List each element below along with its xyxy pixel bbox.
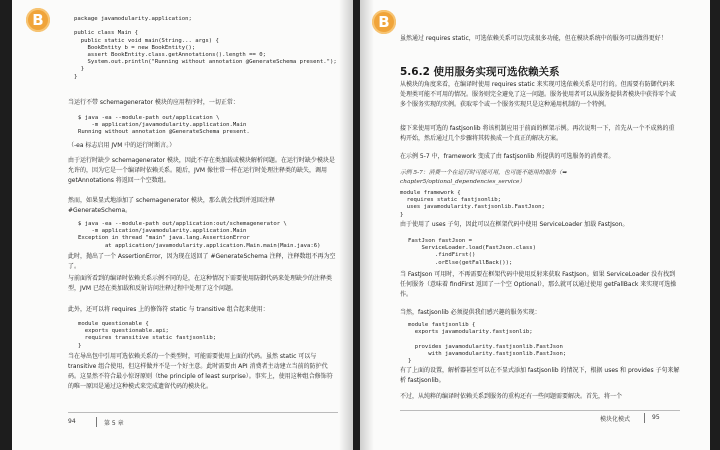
paragraph: 当然，fastjsonlib 必须提供我们感兴趣的服务实现：: [400, 309, 541, 316]
page-gutter-shadow: [339, 0, 353, 450]
code-block: module questionable { exports questionable.api; requires transitive static fastjsonlib; }: [78, 321, 217, 349]
code-block: $ java -ea --module-path out/application:out/schemagenerator \ -m application/javamodularity.application.Main Exception in thread "main" java.lang.AssertionError at application/javamodularity.application.Main.main(Main.java:6): [78, 221, 321, 249]
paragraph: 此时，抛出了一个 AssertionError，因为现在返回了 #GenerateSchema 注释，注释数组不再为空了。: [68, 253, 336, 270]
chapter-label: 模块化模式: [600, 416, 631, 423]
footer-separator: [644, 413, 645, 423]
paragraph: 虽然通过 requires static，可选依赖关系可以完成很多功能，但在模块系统中的服务可以做得更好！: [400, 35, 667, 42]
paragraph: （-ea 标志启用 JVM 中的运行时断言。）: [68, 142, 176, 149]
code-block: FastJson fastJson = ServiceLoader.load(FastJson.class) .findFirst() .orElse(getFallBack());: [408, 238, 536, 266]
bitcoin-logo-icon: B: [26, 8, 50, 32]
page-gutter-shadow: [360, 0, 374, 450]
code-block: module framework { requires static fastjsonlib; uses javamodularity.fastjsonlib.FastJson; }: [400, 190, 545, 218]
paragraph: 有了上面的设置，解析器甚至可以在不显式添加 fastjsonlib 的情况下，根据 uses 和 provides 子句来解析 fastjsonlib。: [400, 367, 680, 384]
paragraph: 当运行不带 schemagenerator 模块的应用程序时，一切正常：: [68, 99, 239, 106]
footer-separator: [96, 417, 97, 427]
paragraph: 由于使用了 uses 子句，因此可以在框架代码中使用 ServiceLoader 加载 FastJson。: [400, 221, 629, 228]
paragraph: 当 FastJson 可用时，不再需要在框架代码中使用反射来获取 FastJson。如果 ServiceLoader 没有找到任何服务（意味着 findFirst 返回了一个空 Optional），那么就可以通过使用 getFallBack 来实现可选操作。: [400, 271, 677, 298]
code-block: package javamodularity.application; public class Main { public static void main(String... args) { BookEntity b = new BookEntity(); assert BookEntity.class.getAnnotations().length == 0; System.out.println("Running without annotation @GenerateSchema present."); } }: [74, 16, 337, 80]
paragraph: 接下来使用可选的 fastjsonlib 将该机制应用于前面的框架示例。再次说明一下，首先从一个不成熟的重构开始，然后通过几个步骤将其转换成一个真正的解决方案。: [400, 125, 675, 142]
paragraph: 然而，如果显式地添加了 schemagenerator 模块，那么就会找到并返回注释 #GenerateSchema。: [68, 197, 275, 214]
chapter-label: 第 5 章: [104, 420, 124, 427]
page-number: 94: [68, 418, 76, 425]
code-block: module fastjsonlib { exports javamodularity.fastjsonlib; provides javamodularity.fastjsonlib.FastJson with javamodularity.fastjsonlib.FastJson; }: [408, 322, 567, 365]
paragraph: 在示例 5-7 中，framework 变成了由 fastjsonlib 所提供的可选服务的消费者。: [400, 153, 615, 160]
paragraph: 从模块的角度来看，在编译时使用 requires static 来实现可选依赖关系是可行的。但需要有防御代码来处理类可能不可用的情况。服务则完全避免了这一问题。服务使用者可以从服务提供者模块中获得零个或多个服务实现的实例。获取零个或一个服务实现只是这种通用机制的一个特例。: [400, 81, 677, 108]
code-block: $ java -ea --module-path out/application \ -m application/javamodularity.application.Main Running without annotation @GenerateSchema present.: [78, 115, 250, 136]
page-number: 95: [652, 414, 660, 421]
example-caption: 示例 5-7：消费一个在运行时可能可用，也可能不能用的服务（➥ chapter5/optional_dependencies_service）: [400, 170, 567, 185]
paragraph: 此外，还可以将 requires 上的修饰符 static 与 transitive 组合起来使用：: [68, 306, 269, 313]
paragraph: 由于运行时缺少 schemagenerator 模块，因此不存在类加载或模块解析问题。在运行时缺少模块是允许的，因为它是一个编译时依赖关系。随后，JVM 像往常一样在运行时处理注释类的缺失，调用 getAnnotations 将返回一个空数组。: [68, 157, 335, 184]
bitcoin-logo-icon: B: [372, 10, 396, 34]
section-heading: 5.6.2 使用服务实现可选依赖关系: [400, 66, 560, 78]
right-page: [360, 0, 710, 450]
paragraph: 不过，从纯粹的编译时依赖关系到服务的重构还有一些问题需要解决。首先，将一个: [400, 393, 623, 400]
footer-rule: [68, 412, 338, 413]
paragraph: 与前面所看到的编译时依赖关系示例不同的是，在这种情况下需要使用防御代码来处理缺少的注释类型，JVM 已经在类加载和反射访问注释过程中处理了这个问题。: [68, 275, 333, 292]
footer-rule: [400, 410, 680, 411]
left-page: [12, 0, 353, 450]
paragraph: 当在导出包中引用可选依赖关系的一个类型时，可能需要使用上面的代码。虽然 static 可以与 transitive 组合使用，但这样做并不是一个好主意。此时需要由 API 消费者主动建立当前的防护代码。这显然不符合最小惊讶原则（the principle of least surprise）。事实上，使用这种组合修饰符的唯一原因是通过这种模式来完成遗留代码的模块化。: [68, 353, 333, 390]
